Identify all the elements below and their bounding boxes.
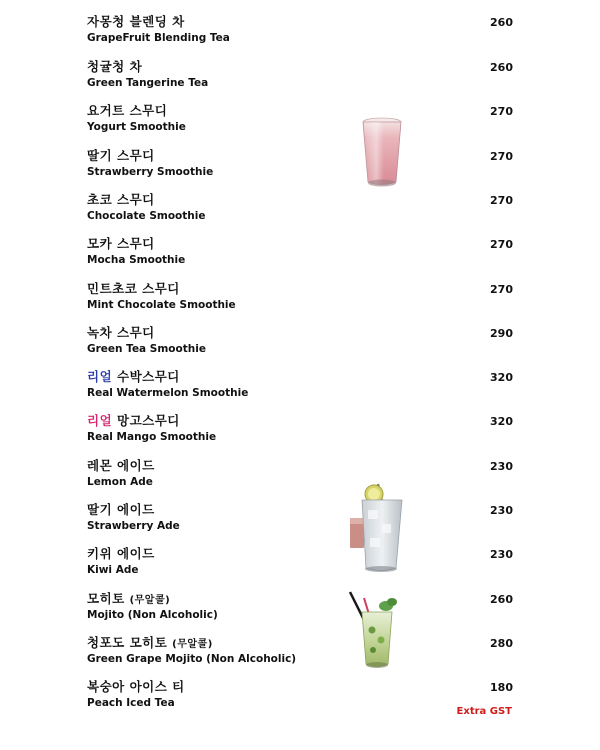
item-price: 180 bbox=[490, 681, 513, 694]
item-name-en: Strawberry Ade bbox=[87, 520, 180, 532]
item-name-en: Green Grape Mojito (Non Alcoholic) bbox=[87, 653, 297, 665]
item-price: 230 bbox=[490, 548, 513, 561]
menu-item bbox=[87, 589, 517, 629]
mojito-glass-image bbox=[346, 590, 404, 672]
item-name-en: Yogurt Smoothie bbox=[87, 121, 186, 133]
item-name-en: Real Watermelon Smoothie bbox=[87, 387, 249, 399]
menu-item bbox=[87, 57, 517, 97]
item-name-ko: 키위 에이드 bbox=[87, 546, 155, 561]
item-price: 320 bbox=[490, 371, 513, 384]
item-price: 260 bbox=[490, 61, 513, 74]
item-price: 270 bbox=[490, 105, 513, 118]
item-name-ko: 복숭아 아이스 티 bbox=[87, 679, 185, 694]
item-name-ko: 녹차 스무디 bbox=[87, 325, 155, 340]
menu-item bbox=[87, 633, 517, 673]
item-name-en: Green Tangerine Tea bbox=[87, 77, 209, 89]
item-name-en: Green Tea Smoothie bbox=[87, 343, 206, 355]
item-name-en: Mocha Smoothie bbox=[87, 254, 186, 266]
item-name-ko: 딸기 에이드 bbox=[87, 502, 155, 517]
item-name-ko bbox=[87, 411, 180, 429]
menu-item bbox=[87, 544, 517, 584]
item-name-en: Peach Iced Tea bbox=[87, 697, 175, 709]
item-name-en: Chocolate Smoothie bbox=[87, 210, 206, 222]
item-name-ko bbox=[87, 633, 213, 651]
item-name-ko: 청귤청 차 bbox=[87, 59, 143, 74]
item-name-ko: 자몽청 블렌딩 차 bbox=[87, 14, 185, 29]
item-name-ko: 모카 스무디 bbox=[87, 236, 155, 251]
item-price: 270 bbox=[490, 238, 513, 251]
item-name-ko bbox=[87, 367, 180, 385]
item-name-en: Mojito (Non Alcoholic) bbox=[87, 609, 218, 621]
item-name-en: Kiwi Ade bbox=[87, 564, 139, 576]
item-name-ko: 요거트 스무디 bbox=[87, 103, 168, 118]
lemonade-glass-image bbox=[348, 480, 410, 576]
item-name-rest: 망고스무디 bbox=[112, 413, 180, 428]
item-name-main: 모히토 bbox=[87, 591, 130, 606]
item-name-prefix: 리얼 bbox=[87, 413, 113, 428]
item-name-en: GrapeFruit Blending Tea bbox=[87, 32, 230, 44]
menu-item bbox=[87, 677, 517, 717]
item-price: 270 bbox=[490, 194, 513, 207]
item-name-ko: 초코 스무디 bbox=[87, 192, 155, 207]
item-price: 230 bbox=[490, 504, 513, 517]
menu-item bbox=[87, 146, 517, 186]
item-name-note: (무알콜) bbox=[129, 595, 171, 606]
item-price: 280 bbox=[490, 637, 513, 650]
item-name-ko: 민트초코 스무디 bbox=[87, 281, 180, 296]
item-name-note: (무알콜) bbox=[172, 639, 213, 650]
item-name-en: Lemon Ade bbox=[87, 476, 153, 488]
item-price: 270 bbox=[490, 283, 513, 296]
item-price: 270 bbox=[490, 150, 513, 163]
item-price: 260 bbox=[490, 593, 513, 606]
item-price: 320 bbox=[490, 415, 513, 428]
menu-item bbox=[87, 323, 517, 363]
menu-item bbox=[87, 411, 517, 451]
menu-item bbox=[87, 456, 517, 496]
menu-item bbox=[87, 279, 517, 319]
extra-gst-note: Extra GST bbox=[456, 706, 512, 717]
item-price: 290 bbox=[490, 327, 513, 340]
menu-item bbox=[87, 500, 517, 540]
item-name-prefix: 리얼 bbox=[87, 369, 113, 384]
item-price: 230 bbox=[490, 460, 513, 473]
item-name-ko: 레몬 에이드 bbox=[87, 458, 155, 473]
item-name-rest: 수박스무디 bbox=[112, 369, 180, 384]
item-name-en: Strawberry Smoothie bbox=[87, 166, 214, 178]
menu-item bbox=[87, 12, 517, 52]
item-price: 260 bbox=[490, 16, 513, 29]
menu-item bbox=[87, 190, 517, 230]
item-name-ko bbox=[87, 589, 170, 607]
item-name-ko: 딸기 스무디 bbox=[87, 148, 155, 163]
menu-item bbox=[87, 234, 517, 274]
item-name-en: Real Mango Smoothie bbox=[87, 431, 217, 443]
menu-item bbox=[87, 101, 517, 141]
item-name-main: 청포도 모히토 bbox=[87, 635, 173, 650]
item-name-en: Mint Chocolate Smoothie bbox=[87, 299, 236, 311]
smoothie-glass-image bbox=[358, 116, 406, 190]
menu-item bbox=[87, 367, 517, 407]
